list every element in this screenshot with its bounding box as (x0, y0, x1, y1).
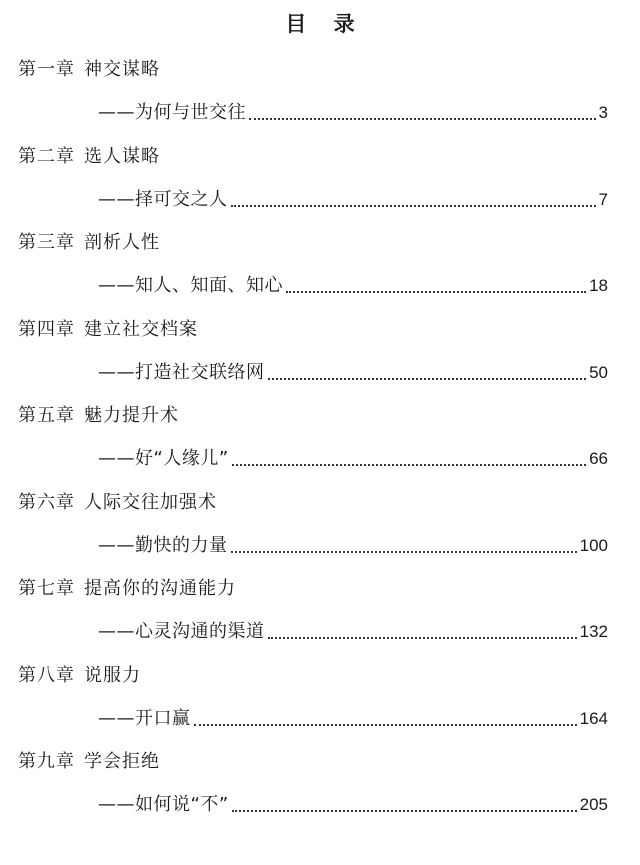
chapter-title: 剖析人性 (84, 232, 160, 253)
toc-entry-line[interactable] (98, 361, 608, 385)
chapter-subtitle: ——心灵沟通的渠道 (98, 621, 265, 642)
dot-leader (268, 637, 577, 639)
chapter-subtitle: ——择可交之人 (98, 188, 228, 210)
chapter-heading (18, 577, 236, 601)
chapter-number: 第六章 (18, 491, 75, 513)
chapter-number: 第九章 (18, 751, 75, 772)
chapter-heading (18, 491, 217, 515)
chapter-title: 学会拒绝 (84, 751, 160, 772)
chapter-title: 选人谋略 (84, 145, 160, 167)
toc-entry-line[interactable] (98, 793, 608, 817)
chapter-heading (18, 145, 160, 169)
chapter-number: 第一章 (18, 59, 75, 80)
chapter-title: 建立社交档案 (84, 318, 198, 340)
chapter-heading (18, 750, 160, 774)
chapter-heading (18, 231, 160, 255)
chapter-heading (18, 318, 198, 342)
page-number: 100 (579, 535, 608, 555)
chapter-heading (18, 58, 160, 82)
toc-entry-line[interactable] (98, 534, 608, 558)
chapter-subtitle: ——勤快的力量 (98, 534, 228, 556)
chapter-number: 第四章 (18, 318, 75, 340)
chapter-heading (18, 404, 179, 428)
page-number: 66 (589, 449, 608, 468)
dot-leader (249, 118, 596, 120)
dot-leader (231, 551, 577, 553)
page-title: 目 录 (285, 12, 365, 36)
chapter-title: 魅力提升术 (84, 405, 179, 426)
dot-leader (231, 205, 596, 207)
chapter-number: 第二章 (18, 145, 75, 167)
toc-entry-line[interactable] (98, 620, 608, 644)
chapter-title: 人际交往加强术 (84, 491, 217, 513)
chapter-number: 第七章 (18, 578, 75, 599)
chapter-subtitle: ——如何说“不” (98, 794, 229, 815)
page-number: 132 (579, 622, 608, 641)
toc-entry-line[interactable] (98, 447, 608, 471)
chapter-title: 提高你的沟通能力 (84, 578, 236, 599)
chapter-subtitle: ——好“人缘儿” (98, 448, 229, 469)
page-number: 205 (579, 795, 608, 814)
toc-entry-line[interactable] (98, 274, 608, 298)
chapter-title: 神交谋略 (84, 59, 160, 80)
page-number: 7 (598, 189, 608, 209)
toc-entry-line[interactable] (98, 707, 608, 731)
chapter-heading (18, 664, 141, 688)
dot-leader (286, 291, 586, 293)
chapter-title: 说服力 (84, 664, 141, 686)
toc-entry-line[interactable] (98, 188, 608, 212)
page-number: 50 (589, 362, 608, 382)
chapter-number: 第五章 (18, 405, 75, 426)
chapter-subtitle: ——开口赢 (98, 707, 191, 729)
chapter-subtitle: ——为何与世交往 (98, 102, 246, 123)
dot-leader (194, 724, 577, 726)
page-number: 164 (579, 708, 608, 728)
chapter-subtitle: ——知人、知面、知心 (98, 275, 283, 296)
page-number: 3 (598, 103, 608, 122)
chapter-number: 第三章 (18, 232, 75, 253)
page-number: 18 (589, 276, 608, 295)
chapter-number: 第八章 (18, 664, 75, 686)
toc-entry-line[interactable] (98, 101, 608, 125)
dot-leader (232, 464, 586, 466)
chapter-subtitle: ——打造社交联络网 (98, 361, 265, 383)
dot-leader (268, 378, 587, 380)
dot-leader (232, 810, 577, 812)
